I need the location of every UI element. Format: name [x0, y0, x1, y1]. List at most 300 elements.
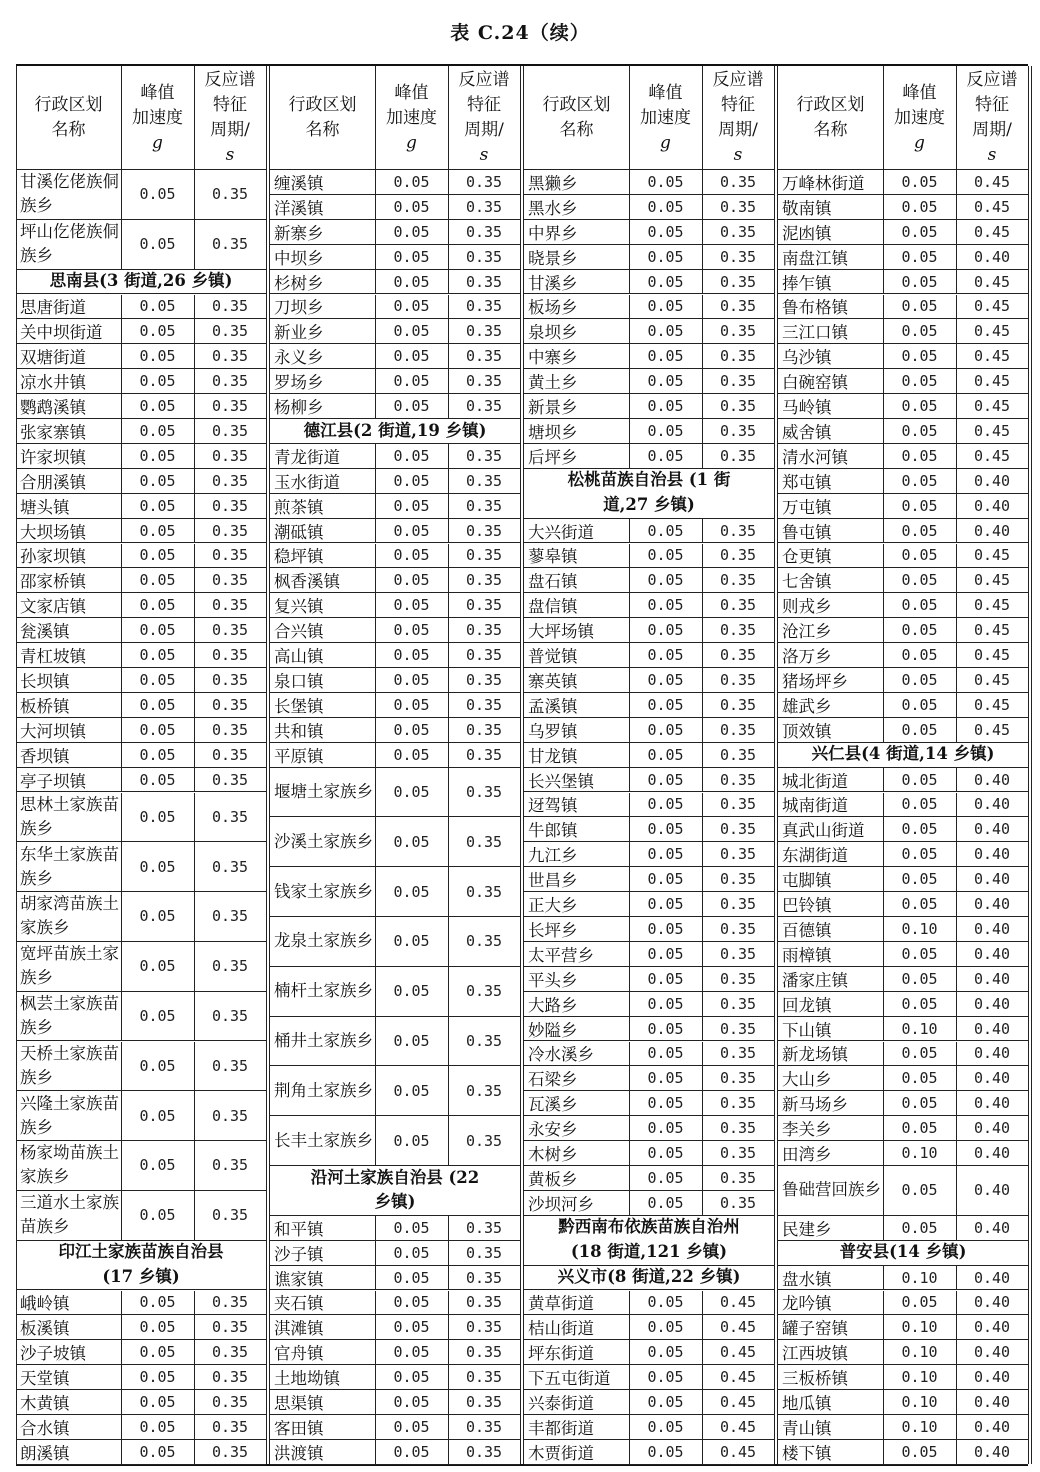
header-name-line: 行政区划 — [542, 95, 611, 115]
row-peak-acceleration: 0.10 — [883, 1415, 956, 1440]
cell-divider — [956, 1315, 957, 1340]
row-characteristic-period: 0.35 — [448, 394, 520, 419]
row-characteristic-period: 0.35 — [702, 519, 774, 544]
header-name-line: 行政区划 — [34, 95, 103, 115]
cell-divider — [448, 519, 449, 544]
row-characteristic-period: 0.35 — [194, 170, 266, 220]
row-name: 瓦溪乡 — [524, 1091, 629, 1116]
row-peak-acceleration: 0.05 — [375, 494, 448, 519]
row-peak-acceleration: 0.05 — [375, 1266, 448, 1291]
cell-divider — [702, 1091, 703, 1116]
row-characteristic-period: 0.35 — [702, 618, 774, 643]
row-characteristic-period: 0.35 — [194, 842, 266, 892]
row-name: 仓更镇 — [778, 544, 883, 569]
row-name: 楼下镇 — [778, 1440, 883, 1465]
row-characteristic-period: 0.35 — [194, 319, 266, 344]
row-peak-acceleration: 0.05 — [375, 319, 448, 344]
cell-divider — [121, 170, 122, 220]
section-heading: 德江县(2 街道,19 乡镇) — [270, 419, 520, 444]
table-panel-4 — [778, 66, 1028, 1464]
row-name: 牛郎镇 — [524, 817, 629, 842]
row-characteristic-period: 0.40 — [956, 793, 1028, 818]
row-peak-acceleration: 0.05 — [121, 444, 194, 469]
header-name-line: 行政区划 — [796, 95, 865, 115]
cell-divider — [702, 568, 703, 593]
cell-divider — [702, 295, 703, 320]
row-characteristic-period: 0.45 — [956, 319, 1028, 344]
row-name: 思渠镇 — [270, 1390, 375, 1415]
cell-divider — [375, 643, 376, 668]
cell-divider — [956, 245, 957, 270]
cell-divider — [121, 793, 122, 843]
row-name: 东湖街道 — [778, 842, 883, 867]
cell-divider — [375, 544, 376, 569]
cell-divider — [448, 1390, 449, 1415]
cell-divider — [375, 1440, 376, 1465]
cell-divider — [448, 1241, 449, 1266]
cell-divider — [702, 743, 703, 768]
cell-divider — [375, 319, 376, 344]
row-name: 黄土乡 — [524, 369, 629, 394]
row-name: 共和镇 — [270, 718, 375, 743]
cell-divider — [375, 593, 376, 618]
cell-divider — [883, 544, 884, 569]
cell-divider — [956, 693, 957, 718]
row-name: 玉水街道 — [270, 469, 375, 494]
header-characteristic-period-line: 周期/ — [718, 120, 758, 140]
cell-divider — [702, 245, 703, 270]
row-peak-acceleration: 0.05 — [121, 942, 194, 992]
cell-divider — [883, 444, 884, 469]
cell-divider — [448, 1266, 449, 1291]
cell-divider — [702, 519, 703, 544]
row-name: 妙隘乡 — [524, 1017, 629, 1042]
cell-divider — [375, 1365, 376, 1390]
row-characteristic-period: 0.35 — [448, 643, 520, 668]
cell-divider — [629, 419, 630, 444]
row-characteristic-period: 0.35 — [194, 344, 266, 369]
row-peak-acceleration: 0.05 — [121, 1141, 194, 1191]
cell-divider — [194, 768, 195, 793]
row-characteristic-period: 0.35 — [194, 369, 266, 394]
cell-divider — [702, 1166, 703, 1191]
cell-divider — [448, 967, 449, 1017]
row-characteristic-period: 0.35 — [702, 942, 774, 967]
row-name: 下五屯街道 — [524, 1365, 629, 1390]
header-characteristic-period-line: s — [479, 145, 489, 165]
row-characteristic-period: 0.45 — [956, 344, 1028, 369]
cell-divider — [883, 519, 884, 544]
row-name: 青龙街道 — [270, 444, 375, 469]
row-peak-acceleration: 0.05 — [375, 1116, 448, 1166]
row-characteristic-period: 0.35 — [448, 220, 520, 245]
row-characteristic-period: 0.35 — [194, 768, 266, 793]
row-peak-acceleration: 0.05 — [121, 1340, 194, 1365]
row-name: 高山镇 — [270, 643, 375, 668]
row-peak-acceleration: 0.05 — [375, 295, 448, 320]
cell-divider — [194, 394, 195, 419]
row-name: 稳坪镇 — [270, 544, 375, 569]
row-peak-acceleration: 0.05 — [375, 743, 448, 768]
cell-divider — [448, 369, 449, 394]
header-peak-acceleration-line: 峰值 — [648, 82, 683, 103]
row-name: 长堡镇 — [270, 693, 375, 718]
row-peak-acceleration: 0.05 — [629, 1091, 702, 1116]
row-peak-acceleration: 0.05 — [121, 319, 194, 344]
row-characteristic-period: 0.35 — [194, 544, 266, 569]
row-name: 迓驾镇 — [524, 793, 629, 818]
cell-divider — [883, 668, 884, 693]
row-peak-acceleration: 0.05 — [629, 1116, 702, 1141]
row-name: 杨家坳苗族土家族乡 — [16, 1141, 121, 1191]
row-peak-acceleration: 0.05 — [121, 1315, 194, 1340]
row-name: 长坪乡 — [524, 917, 629, 942]
row-peak-acceleration: 0.05 — [629, 768, 702, 793]
cell-divider — [629, 1440, 630, 1465]
cell-divider — [448, 693, 449, 718]
row-characteristic-period: 0.35 — [702, 643, 774, 668]
header-peak-acceleration-line: g — [914, 132, 925, 153]
cell-divider — [883, 369, 884, 394]
row-name: 谯家镇 — [270, 1266, 375, 1291]
row-characteristic-period: 0.35 — [702, 668, 774, 693]
cell-divider — [194, 842, 195, 892]
cell-divider — [883, 170, 884, 195]
row-characteristic-period: 0.45 — [956, 220, 1028, 245]
row-name: 永义乡 — [270, 344, 375, 369]
cell-divider — [375, 494, 376, 519]
cell-divider — [448, 1340, 449, 1365]
row-characteristic-period: 0.35 — [702, 344, 774, 369]
cell-divider — [956, 768, 957, 793]
row-peak-acceleration: 0.05 — [883, 817, 956, 842]
row-name: 塘坝乡 — [524, 419, 629, 444]
cell-divider — [956, 220, 957, 245]
cell-divider — [121, 643, 122, 668]
header-characteristic-period-line: 反应谱 — [712, 70, 764, 90]
row-name: 田湾乡 — [778, 1141, 883, 1166]
row-characteristic-period: 0.45 — [956, 643, 1028, 668]
row-characteristic-period: 0.35 — [194, 693, 266, 718]
cell-divider — [121, 842, 122, 892]
cell-divider — [883, 593, 884, 618]
row-name: 朗溪镇 — [16, 1440, 121, 1465]
row-name: 泥凼镇 — [778, 220, 883, 245]
row-peak-acceleration: 0.05 — [629, 1390, 702, 1415]
row-characteristic-period: 0.35 — [448, 693, 520, 718]
row-characteristic-period: 0.45 — [702, 1340, 774, 1365]
row-characteristic-period: 0.35 — [702, 1116, 774, 1141]
cell-divider — [121, 1340, 122, 1365]
table-panel-1 — [16, 66, 266, 1464]
row-peak-acceleration: 0.05 — [883, 220, 956, 245]
cell-divider — [448, 817, 449, 867]
row-peak-acceleration: 0.05 — [375, 693, 448, 718]
header-name — [16, 66, 121, 170]
row-name: 沙子坡镇 — [16, 1340, 121, 1365]
row-name: 长坝镇 — [16, 668, 121, 693]
row-peak-acceleration: 0.05 — [375, 618, 448, 643]
cell-divider — [956, 519, 957, 544]
cell-divider — [702, 419, 703, 444]
row-name: 复兴镇 — [270, 593, 375, 618]
row-peak-acceleration: 0.05 — [883, 419, 956, 444]
row-peak-acceleration: 0.05 — [883, 593, 956, 618]
row-name: 捧乍镇 — [778, 270, 883, 295]
row-peak-acceleration: 0.05 — [629, 892, 702, 917]
row-peak-acceleration: 0.05 — [121, 394, 194, 419]
row-characteristic-period: 0.35 — [702, 1017, 774, 1042]
cell-divider — [375, 743, 376, 768]
cell-divider — [956, 1291, 957, 1316]
table-header — [270, 66, 520, 170]
cell-divider — [883, 867, 884, 892]
cell-divider — [194, 568, 195, 593]
header-characteristic-period — [194, 66, 266, 170]
header-name-line: 名称 — [305, 120, 340, 140]
cell-divider — [375, 1066, 376, 1116]
row-peak-acceleration: 0.05 — [375, 967, 448, 1017]
row-peak-acceleration: 0.05 — [629, 1166, 702, 1191]
cell-divider — [194, 344, 195, 369]
row-name: 邵家桥镇 — [16, 568, 121, 593]
row-name: 香坝镇 — [16, 743, 121, 768]
row-name: 江西坡镇 — [778, 1340, 883, 1365]
row-characteristic-period: 0.35 — [702, 220, 774, 245]
cell-divider — [702, 942, 703, 967]
header-name-line: 名称 — [813, 120, 848, 140]
row-characteristic-period: 0.35 — [702, 319, 774, 344]
row-name: 板溪镇 — [16, 1315, 121, 1340]
cell-divider — [194, 1365, 195, 1390]
cell-divider — [883, 295, 884, 320]
row-peak-acceleration: 0.05 — [121, 1191, 194, 1241]
row-characteristic-period: 0.35 — [448, 494, 520, 519]
cell-divider — [702, 1116, 703, 1141]
cell-divider — [194, 1315, 195, 1340]
row-peak-acceleration: 0.05 — [375, 270, 448, 295]
row-name: 杨柳乡 — [270, 394, 375, 419]
cell-divider — [956, 170, 957, 195]
row-characteristic-period: 0.35 — [194, 942, 266, 992]
cell-divider — [702, 1365, 703, 1390]
row-characteristic-period: 0.35 — [448, 1365, 520, 1390]
row-name: 则戎乡 — [778, 593, 883, 618]
row-peak-acceleration: 0.05 — [883, 494, 956, 519]
row-name: 普觉镇 — [524, 643, 629, 668]
cell-divider — [448, 1116, 449, 1166]
row-name: 黄草街道 — [524, 1291, 629, 1316]
cell-divider — [883, 1166, 884, 1216]
cell-divider — [448, 1216, 449, 1241]
row-peak-acceleration: 0.05 — [629, 917, 702, 942]
cell-divider — [448, 867, 449, 917]
cell-divider — [121, 992, 122, 1042]
cell-divider — [629, 1390, 630, 1415]
cell-divider — [702, 817, 703, 842]
row-peak-acceleration: 0.05 — [375, 568, 448, 593]
cell-divider — [448, 1017, 449, 1067]
row-characteristic-period: 0.35 — [448, 817, 520, 867]
row-name: 木树乡 — [524, 1141, 629, 1166]
row-characteristic-period: 0.35 — [448, 1017, 520, 1067]
row-characteristic-period: 0.35 — [448, 1315, 520, 1340]
row-peak-acceleration: 0.05 — [629, 195, 702, 220]
row-peak-acceleration: 0.05 — [883, 892, 956, 917]
cell-divider — [194, 793, 195, 843]
cell-divider — [629, 967, 630, 992]
cell-divider — [121, 1291, 122, 1316]
table-right-border — [1028, 66, 1029, 1464]
row-peak-acceleration: 0.05 — [121, 618, 194, 643]
row-peak-acceleration: 0.10 — [883, 1390, 956, 1415]
row-peak-acceleration: 0.10 — [883, 917, 956, 942]
table-left-border — [16, 66, 17, 1464]
row-characteristic-period: 0.40 — [956, 768, 1028, 793]
cell-divider — [702, 344, 703, 369]
row-name: 客田镇 — [270, 1415, 375, 1440]
row-name: 雨樟镇 — [778, 942, 883, 967]
cell-divider — [702, 1066, 703, 1091]
row-name: 城南街道 — [778, 793, 883, 818]
row-name: 甘溪仡佬族侗族乡 — [16, 170, 121, 220]
cell-divider — [956, 1390, 957, 1415]
row-characteristic-period: 0.45 — [956, 270, 1028, 295]
row-peak-acceleration: 0.05 — [375, 1365, 448, 1390]
cell-divider — [375, 270, 376, 295]
cell-divider — [956, 1066, 957, 1091]
cell-divider — [883, 892, 884, 917]
cell-divider — [883, 469, 884, 494]
row-name: 桶井土家族乡 — [270, 1017, 375, 1067]
row-peak-acceleration: 0.05 — [883, 469, 956, 494]
row-name: 回龙镇 — [778, 992, 883, 1017]
cell-divider — [121, 568, 122, 593]
row-name: 大路乡 — [524, 992, 629, 1017]
cell-divider — [448, 494, 449, 519]
cell-divider — [702, 1042, 703, 1067]
row-peak-acceleration: 0.05 — [121, 220, 194, 270]
row-peak-acceleration: 0.05 — [629, 270, 702, 295]
cell-divider — [121, 1440, 122, 1465]
cell-divider — [956, 967, 957, 992]
row-characteristic-period: 0.45 — [702, 1365, 774, 1390]
header-peak-acceleration-line: 加速度 — [386, 107, 437, 128]
cell-divider — [629, 444, 630, 469]
row-name: 太平营乡 — [524, 942, 629, 967]
row-characteristic-period: 0.40 — [956, 1166, 1028, 1216]
header-divider — [883, 66, 884, 170]
row-characteristic-period: 0.45 — [956, 568, 1028, 593]
row-characteristic-period: 0.35 — [702, 992, 774, 1017]
row-name: 坪东街道 — [524, 1340, 629, 1365]
row-peak-acceleration: 0.05 — [883, 444, 956, 469]
row-peak-acceleration: 0.05 — [883, 1440, 956, 1465]
cell-divider — [121, 369, 122, 394]
row-characteristic-period: 0.45 — [702, 1315, 774, 1340]
header-peak-acceleration — [629, 66, 702, 170]
row-name: 土地坳镇 — [270, 1365, 375, 1390]
row-peak-acceleration: 0.05 — [375, 1291, 448, 1316]
row-characteristic-period: 0.35 — [448, 295, 520, 320]
row-peak-acceleration: 0.05 — [375, 1315, 448, 1340]
cell-divider — [956, 892, 957, 917]
row-name: 寨英镇 — [524, 668, 629, 693]
row-characteristic-period: 0.35 — [702, 295, 774, 320]
cell-divider — [956, 1141, 957, 1166]
row-characteristic-period: 0.40 — [956, 1216, 1028, 1241]
row-peak-acceleration: 0.05 — [121, 369, 194, 394]
row-characteristic-period: 0.35 — [194, 394, 266, 419]
cell-divider — [883, 917, 884, 942]
row-name: 张家寨镇 — [16, 419, 121, 444]
row-name: 思唐街道 — [16, 295, 121, 320]
table-panel-3 — [524, 66, 774, 1464]
row-characteristic-period: 0.40 — [956, 1091, 1028, 1116]
cell-divider — [956, 1266, 957, 1291]
cell-divider — [702, 1191, 703, 1216]
section-heading: 松桃苗族自治县 (1 街道,27 乡镇) — [524, 469, 774, 519]
cell-divider — [629, 1365, 630, 1390]
header-characteristic-period-line: s — [987, 145, 997, 165]
row-characteristic-period: 0.35 — [702, 967, 774, 992]
row-characteristic-period: 0.35 — [194, 643, 266, 668]
row-characteristic-period: 0.35 — [702, 867, 774, 892]
row-peak-acceleration: 0.05 — [121, 295, 194, 320]
cell-divider — [194, 1191, 195, 1241]
row-characteristic-period: 0.45 — [956, 419, 1028, 444]
cell-divider — [375, 344, 376, 369]
row-characteristic-period: 0.40 — [956, 967, 1028, 992]
row-characteristic-period: 0.35 — [194, 1042, 266, 1092]
cell-divider — [702, 967, 703, 992]
cell-divider — [448, 444, 449, 469]
row-characteristic-period: 0.45 — [956, 693, 1028, 718]
row-characteristic-period: 0.35 — [194, 444, 266, 469]
cell-divider — [702, 992, 703, 1017]
cell-divider — [702, 270, 703, 295]
row-characteristic-period: 0.35 — [194, 519, 266, 544]
cell-divider — [629, 1116, 630, 1141]
cell-divider — [956, 494, 957, 519]
row-name: 黑水乡 — [524, 195, 629, 220]
row-name: 罗场乡 — [270, 369, 375, 394]
row-peak-acceleration: 0.05 — [375, 195, 448, 220]
row-name: 潘家庄镇 — [778, 967, 883, 992]
cell-divider — [375, 1116, 376, 1166]
cell-divider — [121, 1191, 122, 1241]
cell-divider — [375, 917, 376, 967]
row-characteristic-period: 0.40 — [956, 245, 1028, 270]
cell-divider — [883, 1042, 884, 1067]
cell-divider — [375, 967, 376, 1017]
row-name: 合兴镇 — [270, 618, 375, 643]
cell-divider — [375, 295, 376, 320]
row-characteristic-period: 0.35 — [194, 295, 266, 320]
cell-divider — [956, 469, 957, 494]
row-name: 堰塘土家族乡 — [270, 768, 375, 818]
row-name: 天堂镇 — [16, 1365, 121, 1390]
row-characteristic-period: 0.40 — [956, 1340, 1028, 1365]
row-name: 板场乡 — [524, 295, 629, 320]
row-characteristic-period: 0.35 — [194, 718, 266, 743]
row-name: 龙吟镇 — [778, 1291, 883, 1316]
row-name: 官舟镇 — [270, 1340, 375, 1365]
row-peak-acceleration: 0.05 — [121, 1091, 194, 1141]
row-characteristic-period: 0.35 — [702, 793, 774, 818]
row-peak-acceleration: 0.05 — [375, 1390, 448, 1415]
table-header — [16, 66, 266, 170]
